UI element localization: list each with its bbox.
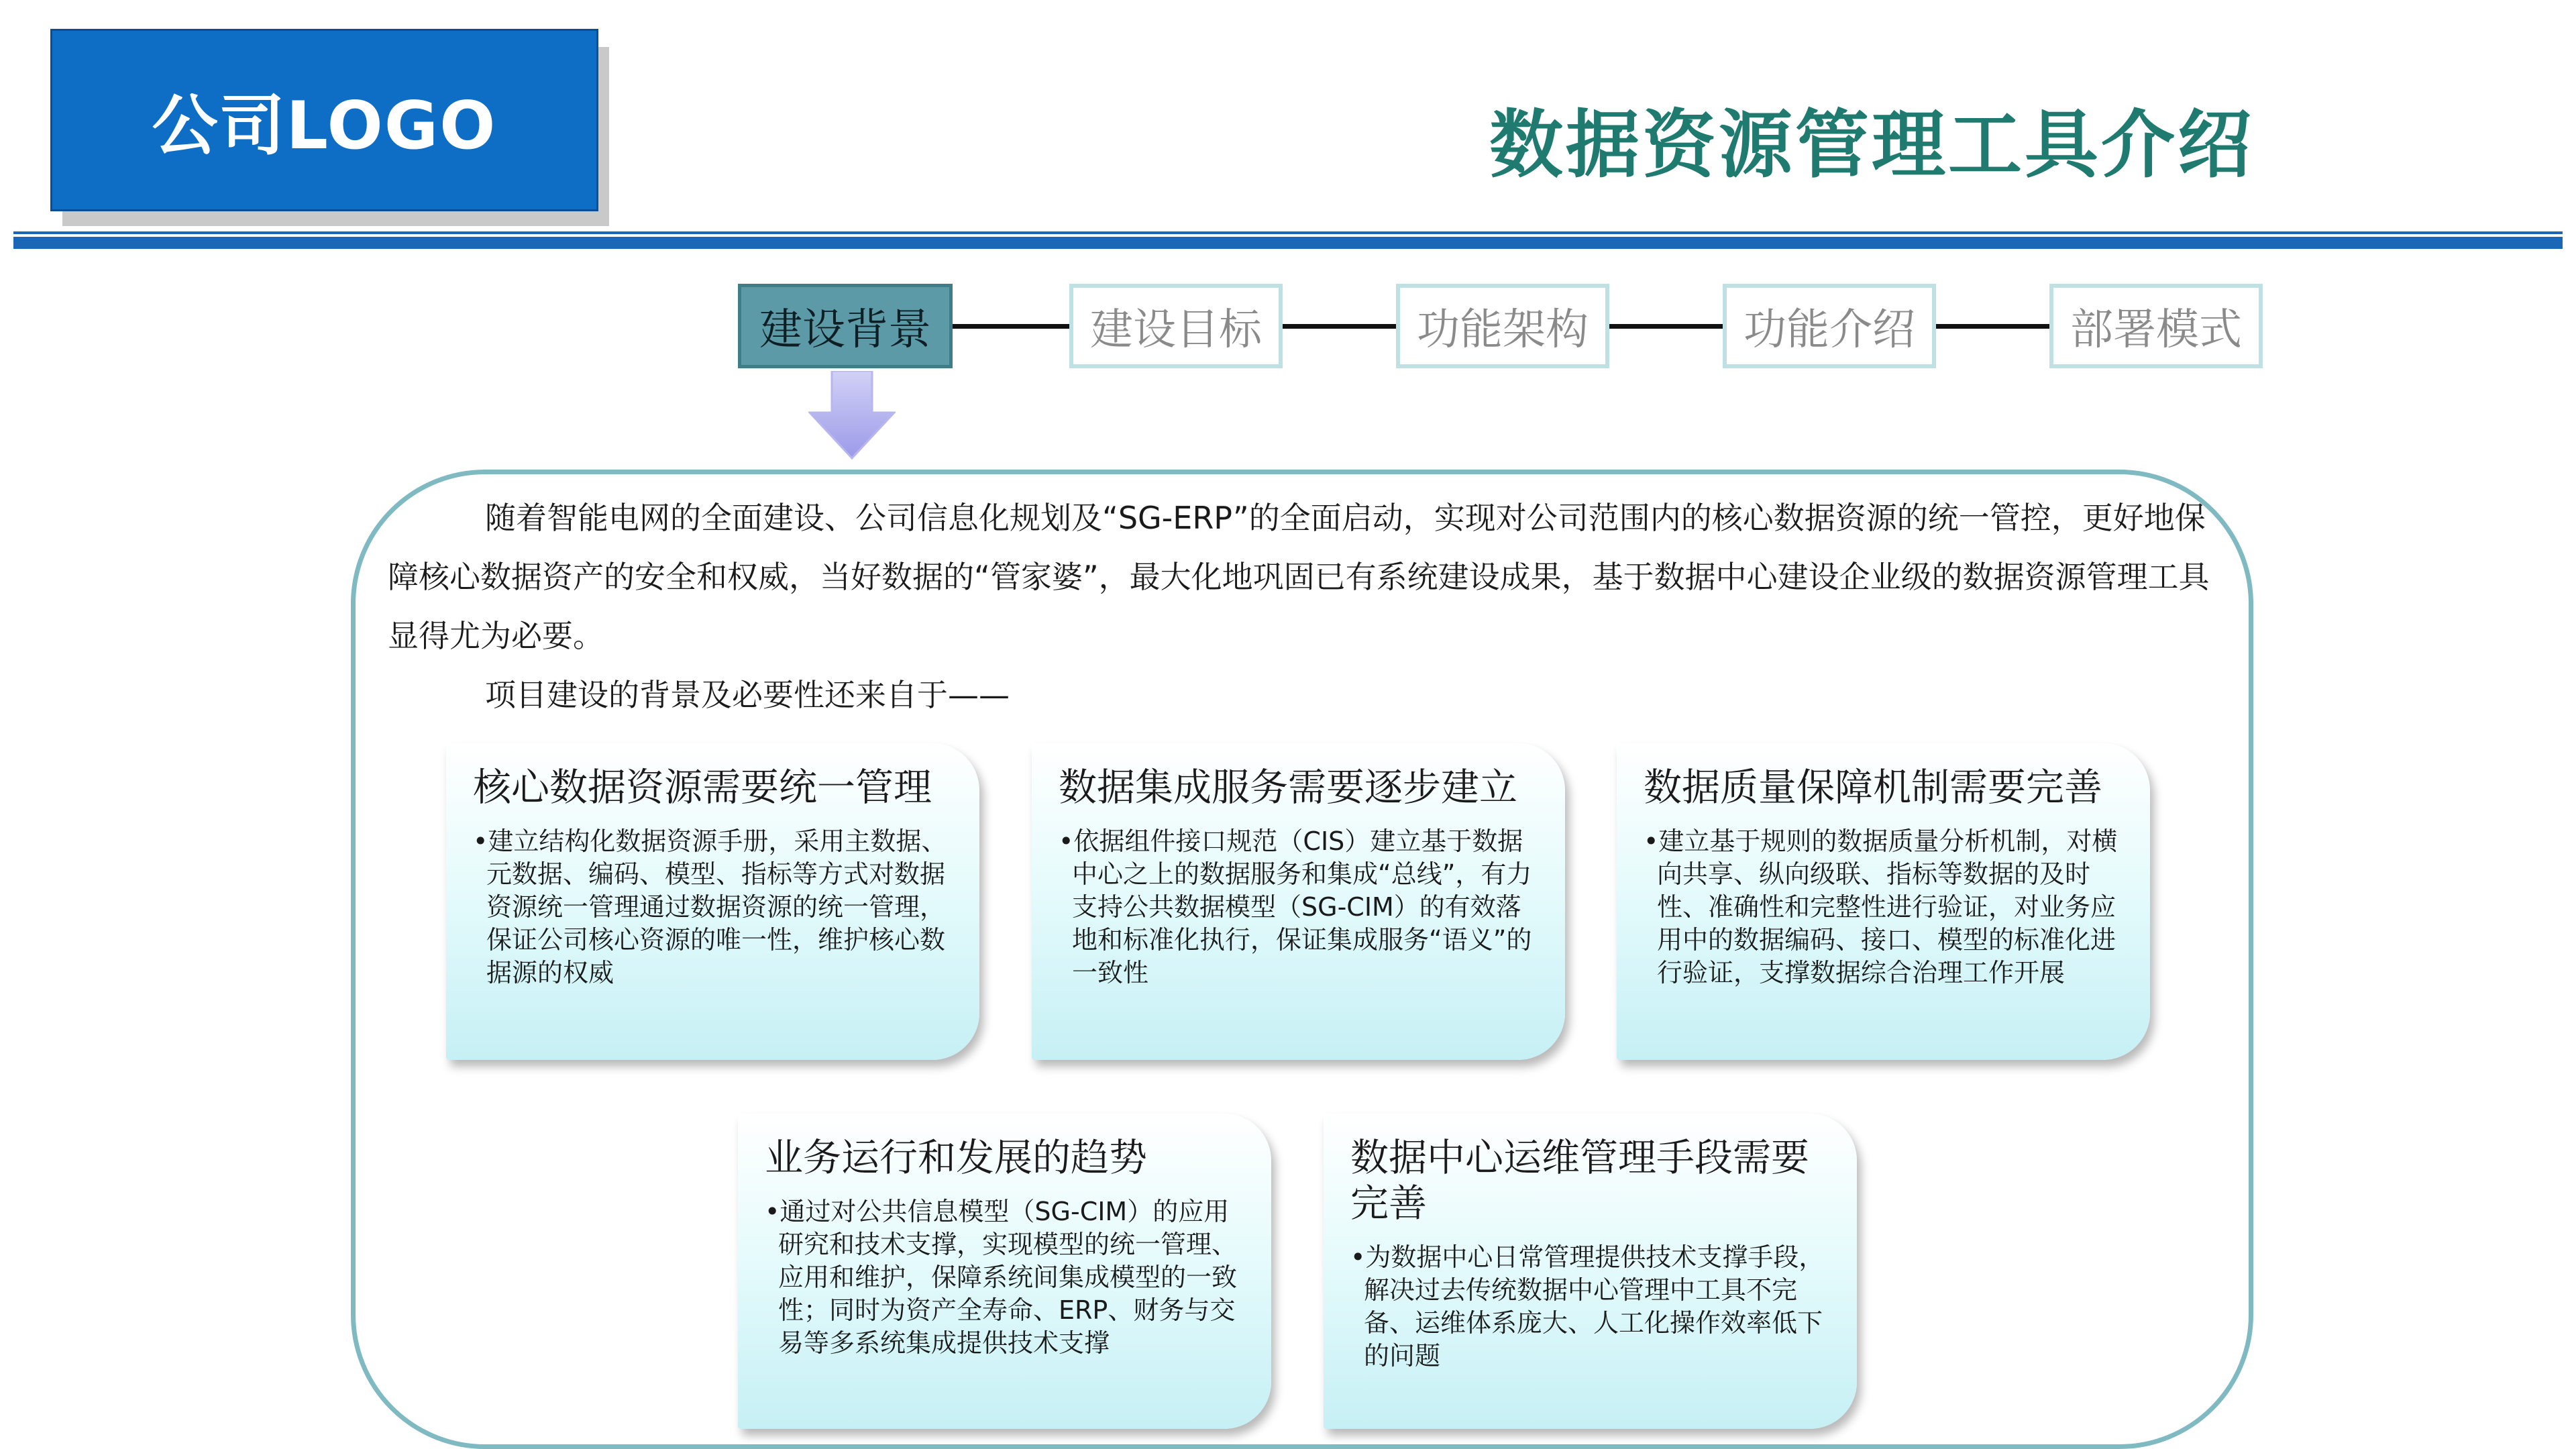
tab-construction-background[interactable]: 建设背景: [738, 284, 953, 368]
nav-connector: [951, 324, 1071, 329]
tab-function-introduction[interactable]: 功能介绍: [1723, 284, 1936, 368]
card-title: 数据集成服务需要逐步建立: [1059, 765, 1517, 810]
nav-connector: [1281, 324, 1397, 329]
card-data-integration-service: [1032, 743, 1565, 1060]
logo-text: 公司LOGO: [152, 87, 497, 164]
card-body: •通过对公共信息模型（SG-CIM）的应用研究和技术支撑，实现模型的统一管理、应用和维护，保障系统间集成模型的一致性；同时为资产全寿命、ERP、财务与交易等多系统集成提供技术支撑: [765, 1197, 1238, 1358]
card-body: •建立基于规则的数据质量分析机制，对横向共享、纵向级联、指标等数据的及时性、准确性和完整性进行验证，对业务应用中的数据编码、接口、模型的标准化进行验证，支撑数据综合治理工作开展: [1644, 826, 2118, 987]
intro-paragraph: 随着智能电网的全面建设、公司信息化规划及“SG-ERP”的全面启动，实现对公司范围内的核心数据资源的统一管控，更好地保障核心数据资产的安全和权威，当好数据的“管家婆”，最大化地巩固已有系统建设成果，基于数据中心建设企业级的数据资源管理工具显得尤为必要。: [388, 500, 2210, 654]
intro-subline: 项目建设的背景及必要性还来自于——: [485, 677, 1010, 713]
card-body: •为数据中心日常管理提供技术支撑手段，解决过去传统数据中心管理中工具不完备、运维体系庞大、人工化操作效率低下的问题: [1350, 1242, 1825, 1371]
card-datacenter-ops-management: [1324, 1114, 1857, 1429]
card-title: 业务运行和发展的趋势: [765, 1136, 1147, 1180]
card-business-trend: [738, 1114, 1271, 1429]
card-title: 数据质量保障机制需要完善: [1644, 765, 2102, 810]
nav-connector: [1935, 324, 2051, 329]
tab-construction-goals[interactable]: 建设目标: [1069, 284, 1283, 368]
card-body: •建立结构化数据资源手册，采用主数据、元数据、编码、模型、指标等方式对数据资源统一管理通过数据资源的统一管理，保证公司核心资源的唯一性，维护核心数据源的权威: [473, 826, 947, 987]
nav-connector: [1608, 324, 1724, 329]
card-title: 数据中心运维管理手段需要完善: [1350, 1136, 1809, 1226]
card-title: 核心数据资源需要统一管理: [473, 765, 932, 810]
tab-deployment-mode[interactable]: 部署模式: [2049, 284, 2263, 368]
page-title: 数据资源管理工具介绍: [1489, 102, 2254, 188]
logo: [50, 29, 598, 211]
intro-text: [388, 488, 2219, 724]
card-core-data-management: [446, 743, 979, 1060]
card-body: •依据组件接口规范（CIS）建立基于数据中心之上的数据服务和集成“总线”，有力支持公共数据模型（SG-CIM）的有效落地和标准化执行，保证集成服务“语义”的一致性: [1059, 826, 1532, 987]
card-data-quality-assurance: [1617, 743, 2150, 1060]
down-arrow-icon: [808, 371, 896, 460]
header-rule-thin: [13, 231, 2563, 234]
tab-function-architecture[interactable]: 功能架构: [1396, 284, 1609, 368]
header-rule-thick: [13, 237, 2563, 249]
